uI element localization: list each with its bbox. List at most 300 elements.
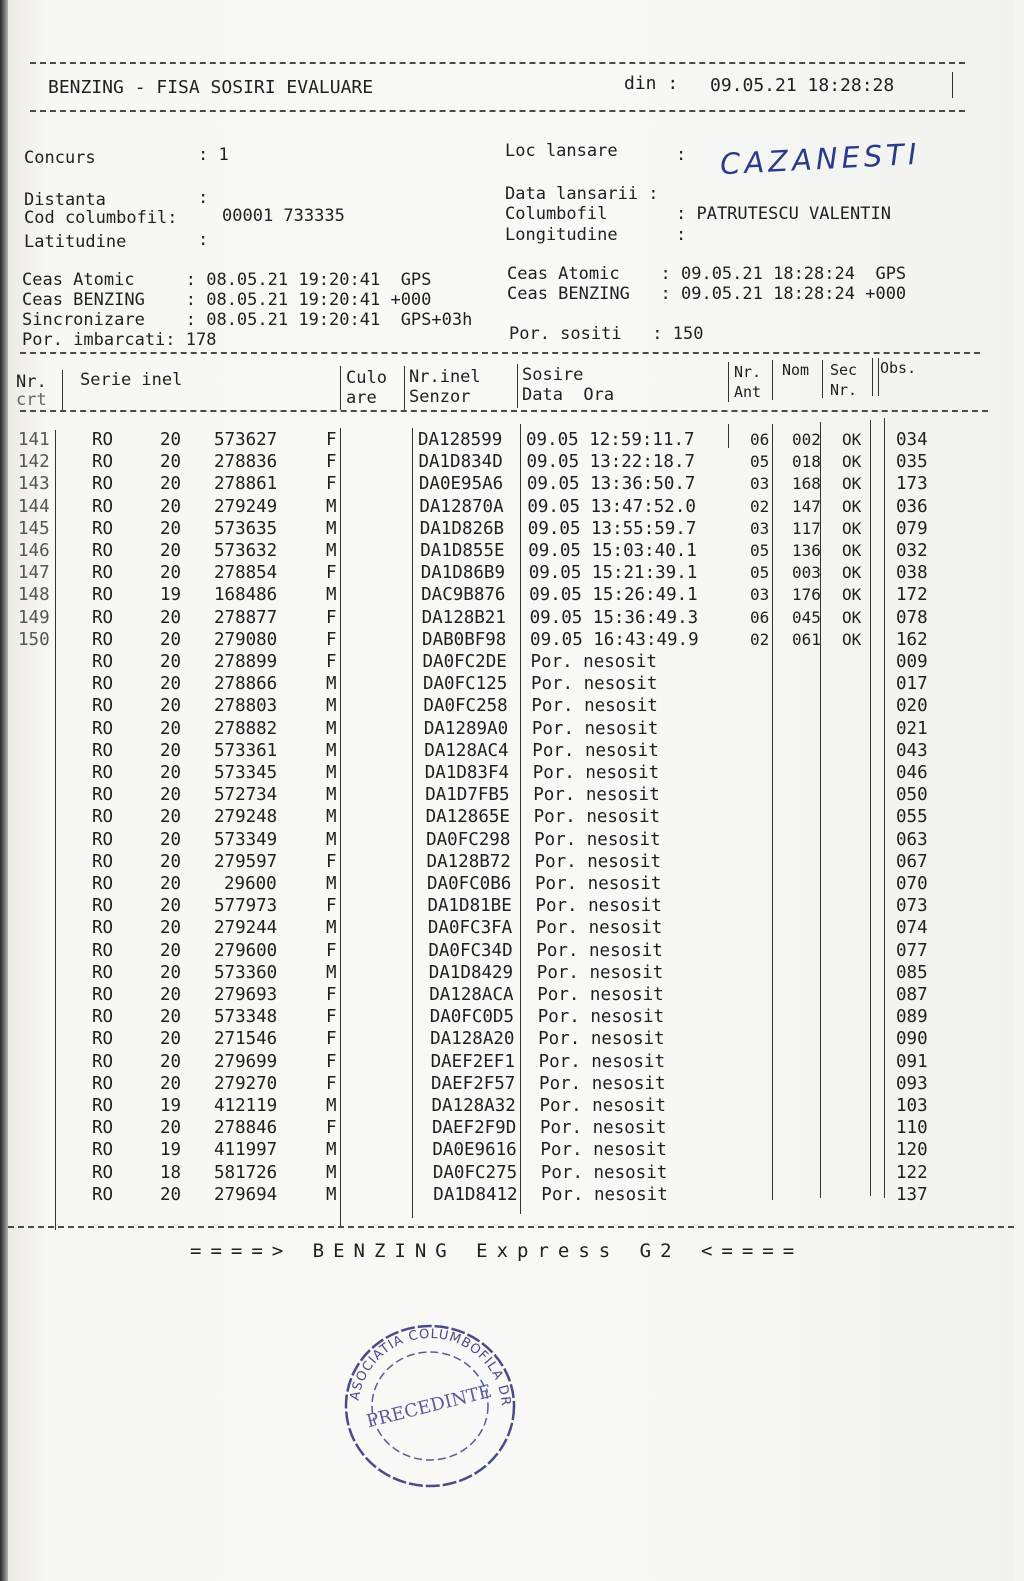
cell-obs: 110 bbox=[896, 1118, 928, 1139]
cell-inel: 573361 bbox=[214, 740, 278, 761]
cell-an: 20 bbox=[160, 518, 182, 539]
cell-obs: 120 bbox=[896, 1140, 928, 1161]
distanta-label: Distanta bbox=[24, 190, 106, 210]
cell-an: 20 bbox=[160, 430, 182, 450]
table-row bbox=[8, 608, 1014, 630]
cell-sex: M bbox=[326, 1140, 337, 1161]
cell-inel: 573632 bbox=[214, 541, 278, 561]
cell-inel: 412119 bbox=[214, 1096, 278, 1116]
cell-sosire: 09.05 15:26:49.1 bbox=[529, 585, 698, 606]
cell-inel: 279270 bbox=[214, 1073, 278, 1094]
cell-senzor: DA1D81BE bbox=[427, 896, 512, 917]
cell-obs: 079 bbox=[896, 518, 928, 539]
cell-an: 20 bbox=[160, 607, 182, 628]
table-row bbox=[8, 830, 1014, 852]
cell-senzor: DA0FC258 bbox=[423, 696, 508, 717]
cell-obs: 137 bbox=[896, 1184, 928, 1205]
distanta-value: : bbox=[198, 188, 209, 208]
table-row bbox=[8, 1029, 1014, 1051]
cell-sosire: Por. nesosit bbox=[532, 740, 659, 761]
cell-ant: 06 bbox=[750, 607, 770, 627]
table-row bbox=[8, 474, 1014, 496]
table-bottom-rule bbox=[8, 1226, 1014, 1228]
cell-tara: RO bbox=[92, 851, 114, 872]
cell-sex: F bbox=[326, 474, 337, 495]
table-row bbox=[8, 985, 1014, 1007]
cell-inel: 279080 bbox=[214, 629, 278, 650]
cell-sosire: Por. nesosit bbox=[539, 1118, 667, 1139]
cell-tara: RO bbox=[92, 474, 114, 495]
cell-an: 20 bbox=[160, 962, 182, 983]
cell-ant: 02 bbox=[750, 496, 770, 516]
cell-sex: M bbox=[326, 718, 337, 739]
cell-nr: 145 bbox=[18, 518, 50, 539]
top-dashed-rule bbox=[30, 62, 965, 64]
table-row bbox=[8, 807, 1014, 829]
cell-senzor: DA0FC0D5 bbox=[429, 1007, 514, 1028]
cell-ant: 05 bbox=[750, 563, 770, 583]
cell-obs: 055 bbox=[896, 807, 928, 828]
vline-sosire-header bbox=[728, 362, 729, 402]
table-row bbox=[8, 1007, 1014, 1029]
porumbei-imbarcati: Por. imbarcati: 178 bbox=[22, 330, 217, 350]
cell-senzor: DA0E95A6 bbox=[418, 474, 504, 495]
cell-sosire: Por. nesosit bbox=[539, 1096, 666, 1116]
cell-sex: M bbox=[326, 674, 337, 695]
cell-an: 20 bbox=[160, 1007, 182, 1028]
cell-sosire: 09.05 13:55:59.7 bbox=[527, 518, 697, 539]
table-row bbox=[8, 918, 1014, 940]
cell-sosire: Por. nesosit bbox=[533, 785, 660, 806]
cell-an: 20 bbox=[160, 1051, 182, 1072]
cell-tara: RO bbox=[92, 1118, 114, 1139]
cell-senzor: DA128B72 bbox=[426, 851, 511, 872]
cell-senzor: DAEF2F57 bbox=[431, 1073, 516, 1094]
cell-tara: RO bbox=[92, 1140, 114, 1161]
cell-tara: RO bbox=[92, 674, 114, 695]
cell-sosire: 09.05 13:36:50.7 bbox=[526, 474, 696, 495]
cell-nr: 148 bbox=[18, 585, 50, 606]
cell-inel: 573348 bbox=[214, 1007, 278, 1028]
cell-sex: M bbox=[326, 763, 337, 783]
cell-obs: 085 bbox=[896, 962, 928, 983]
cell-nr: 143 bbox=[18, 474, 50, 495]
cell-an: 20 bbox=[160, 918, 182, 939]
association-stamp bbox=[330, 1310, 530, 1504]
cell-sec: OK bbox=[842, 430, 862, 449]
ceas-atomic-start: Ceas Atomic : 08.05.21 19:20:41 GPS bbox=[22, 270, 432, 290]
cell-nom: 147 bbox=[792, 496, 821, 516]
cell-an: 20 bbox=[160, 1184, 182, 1205]
loc-lansare-colon: : bbox=[676, 145, 687, 165]
footer-brand: ====> BENZING Express G2 <==== bbox=[190, 1240, 804, 1262]
cell-sex: M bbox=[326, 918, 337, 939]
cell-inel: 278882 bbox=[214, 718, 278, 739]
vline-senzor-header bbox=[517, 364, 518, 408]
cell-nr: 149 bbox=[18, 607, 50, 628]
cell-obs: 172 bbox=[896, 585, 928, 606]
cell-an: 20 bbox=[160, 740, 182, 761]
cell-nr: 144 bbox=[18, 496, 50, 517]
cell-sex: F bbox=[326, 851, 337, 872]
cell-sex: F bbox=[326, 563, 337, 584]
cell-inel: 29600 bbox=[224, 874, 277, 894]
cell-sec: OK bbox=[842, 474, 862, 494]
columns-top-rule bbox=[20, 352, 980, 354]
col-serie-inel: Serie inel bbox=[80, 370, 183, 390]
cell-senzor: DA1D8429 bbox=[428, 962, 514, 983]
cell-obs: 073 bbox=[896, 896, 928, 917]
cell-an: 20 bbox=[160, 940, 182, 961]
cell-senzor: DA12865E bbox=[425, 807, 510, 828]
cell-tara: RO bbox=[92, 696, 114, 717]
table-row bbox=[8, 1052, 1014, 1074]
col-sec-2: Nr. bbox=[830, 381, 858, 399]
cell-an: 20 bbox=[160, 652, 182, 672]
cell-tara: RO bbox=[92, 918, 114, 939]
cell-an: 20 bbox=[160, 985, 182, 1005]
cell-inel: 278846 bbox=[214, 1118, 278, 1139]
cell-an: 20 bbox=[160, 763, 182, 783]
cell-tara: RO bbox=[92, 563, 114, 584]
cell-sosire: Por. nesosit bbox=[531, 696, 658, 717]
col-culoare-2: are bbox=[346, 388, 377, 408]
cell-sosire: 09.05 13:47:52.0 bbox=[527, 496, 696, 517]
porumbei-sositi: Por. sositi : 150 bbox=[509, 324, 704, 344]
columbofil-value: : PATRUTESCU VALENTIN bbox=[676, 204, 891, 224]
cell-nr: 150 bbox=[18, 629, 50, 650]
cell-obs: 091 bbox=[896, 1051, 928, 1072]
col-obs: Obs. bbox=[880, 359, 917, 377]
cell-ant: 03 bbox=[750, 518, 770, 538]
table-row bbox=[8, 963, 1014, 985]
cell-senzor: DA1D826B bbox=[419, 518, 505, 539]
cell-obs: 089 bbox=[896, 1007, 928, 1028]
cell-tara: RO bbox=[92, 629, 114, 650]
cell-inel: 278861 bbox=[214, 474, 278, 495]
cell-sosire: Por. nesosit bbox=[540, 1140, 667, 1161]
latitudine-value: : bbox=[198, 230, 209, 250]
cell-sex: M bbox=[326, 496, 337, 517]
report-title: BENZING - FISA SOSIRI EVALUARE bbox=[48, 77, 374, 98]
cell-obs: 162 bbox=[896, 629, 928, 650]
col-nr-ant-2: Ant bbox=[734, 383, 762, 401]
cell-senzor: DAC9B876 bbox=[421, 585, 506, 606]
cell-an: 18 bbox=[160, 1162, 182, 1183]
cell-sosire: Por. nesosit bbox=[540, 1162, 668, 1183]
cell-sex: F bbox=[326, 452, 337, 473]
cell-ant: 03 bbox=[750, 474, 770, 494]
cell-nom: 003 bbox=[792, 563, 821, 583]
cell-sex: M bbox=[326, 962, 337, 983]
report-datetime: 09.05.21 18:28:28 bbox=[710, 75, 895, 96]
cell-an: 20 bbox=[160, 807, 182, 828]
cell-sex: M bbox=[326, 541, 337, 561]
cell-inel: 278899 bbox=[214, 652, 278, 672]
ceas-atomic-end: Ceas Atomic : 09.05.21 18:28:24 GPS bbox=[507, 264, 907, 284]
cell-tara: RO bbox=[92, 940, 114, 961]
cell-sosire: Por. nesosit bbox=[538, 1051, 666, 1072]
cell-sex: F bbox=[326, 1029, 337, 1050]
cell-sosire: Por. nesosit bbox=[537, 985, 664, 1005]
cell-sex: M bbox=[326, 1096, 337, 1116]
cell-inel: 279244 bbox=[214, 918, 278, 939]
cell-inel: 278866 bbox=[214, 674, 278, 695]
cell-nom: 061 bbox=[792, 629, 821, 649]
table-row bbox=[8, 630, 1014, 652]
loc-lansare-handwritten: CAZANESTI bbox=[719, 136, 922, 182]
cell-senzor: DA0FC125 bbox=[422, 674, 508, 695]
data-lansarii-label: Data lansarii : bbox=[505, 184, 659, 204]
cell-inel: 572734 bbox=[214, 785, 278, 806]
cell-inel: 271546 bbox=[214, 1029, 278, 1050]
cell-sosire: Por. nesosit bbox=[538, 1029, 665, 1050]
cell-senzor: DA0FC2DE bbox=[422, 652, 507, 672]
cell-tara: RO bbox=[92, 518, 114, 539]
cell-sosire: Por. nesosit bbox=[541, 1184, 668, 1205]
table-row bbox=[8, 1118, 1014, 1140]
cell-inel: 279694 bbox=[214, 1184, 278, 1205]
cell-an: 20 bbox=[160, 452, 182, 473]
cell-sosire: Por. nesosit bbox=[536, 940, 663, 961]
cell-sosire: Por. nesosit bbox=[534, 851, 661, 872]
cell-nom: 117 bbox=[792, 518, 821, 538]
cell-obs: 122 bbox=[896, 1162, 928, 1183]
table-row bbox=[8, 696, 1014, 718]
vline-nr-header bbox=[62, 370, 63, 410]
cell-obs: 087 bbox=[896, 985, 928, 1005]
cell-tara: RO bbox=[92, 896, 114, 917]
vline-culoare-header bbox=[404, 366, 405, 410]
cell-obs: 074 bbox=[896, 918, 928, 939]
table-row bbox=[8, 1163, 1014, 1185]
cell-obs: 043 bbox=[896, 740, 928, 761]
col-nom: Nom bbox=[782, 361, 810, 379]
cell-tara: RO bbox=[92, 1051, 114, 1072]
cell-senzor: DA1289A0 bbox=[423, 718, 509, 739]
cell-tara: RO bbox=[92, 807, 114, 828]
table-row bbox=[8, 585, 1014, 607]
cell-inel: 573345 bbox=[214, 763, 278, 783]
cell-tara: RO bbox=[92, 452, 114, 473]
cell-tara: RO bbox=[92, 585, 114, 606]
col-sec-1: Sec bbox=[830, 361, 858, 379]
cell-inel: 278803 bbox=[214, 696, 278, 717]
col-sosire-2: Data Ora bbox=[522, 385, 615, 405]
cell-an: 20 bbox=[160, 1029, 182, 1050]
cell-sosire: 09.05 15:03:40.1 bbox=[528, 541, 697, 561]
ceas-benzing-start: Ceas BENZING : 08.05.21 19:20:41 +000 bbox=[22, 290, 432, 310]
cell-inel: 279600 bbox=[214, 940, 278, 961]
cell-senzor: DA12870A bbox=[419, 496, 504, 517]
cell-ant: 03 bbox=[750, 585, 770, 605]
cell-nom: 018 bbox=[792, 452, 821, 472]
cell-senzor: DA1D834D bbox=[418, 452, 503, 473]
cell-tara: RO bbox=[92, 874, 114, 894]
table-row bbox=[8, 741, 1014, 763]
cell-sec: OK bbox=[842, 629, 862, 649]
cell-obs: 173 bbox=[896, 474, 928, 495]
printout-sheet bbox=[8, 0, 1014, 1581]
cell-inel: 573360 bbox=[214, 962, 278, 983]
cell-sex: F bbox=[326, 940, 337, 961]
cell-an: 20 bbox=[160, 1118, 182, 1139]
cell-sex: M bbox=[326, 807, 337, 828]
cell-tara: RO bbox=[92, 1029, 114, 1050]
cell-obs: 032 bbox=[896, 541, 928, 561]
cell-senzor: DAB0BF98 bbox=[422, 629, 507, 650]
cell-an: 20 bbox=[160, 718, 182, 739]
cell-inel: 168486 bbox=[214, 585, 278, 606]
cell-sec: OK bbox=[842, 496, 862, 516]
cell-an: 19 bbox=[160, 1096, 182, 1116]
cell-an: 20 bbox=[160, 896, 182, 917]
table-row bbox=[8, 785, 1014, 807]
table-row bbox=[8, 763, 1014, 785]
cell-sosire: 09.05 15:21:39.1 bbox=[528, 563, 698, 584]
cell-sec: OK bbox=[842, 563, 862, 583]
cell-nom: 168 bbox=[792, 474, 821, 494]
cell-nr: 146 bbox=[18, 541, 50, 561]
cell-senzor: DA128A32 bbox=[431, 1096, 516, 1116]
longitudine-label: Longitudine bbox=[505, 225, 618, 245]
cell-an: 20 bbox=[160, 629, 182, 650]
cell-sosire: 09.05 13:22:18.7 bbox=[526, 452, 696, 473]
cell-tara: RO bbox=[92, 962, 114, 983]
cell-ant: 05 bbox=[750, 541, 770, 560]
cell-obs: 017 bbox=[896, 674, 928, 695]
cell-an: 20 bbox=[160, 1073, 182, 1094]
table-row bbox=[8, 541, 1014, 563]
cell-nom: 002 bbox=[792, 430, 821, 449]
cell-nr: 142 bbox=[18, 452, 50, 473]
cell-obs: 103 bbox=[896, 1096, 928, 1116]
latitudine-label: Latitudine bbox=[24, 232, 127, 252]
cell-tara: RO bbox=[92, 1073, 114, 1094]
table-row bbox=[8, 896, 1014, 918]
cell-tara: RO bbox=[92, 829, 114, 850]
cell-inel: 577973 bbox=[214, 896, 278, 917]
loc-lansare-label: Loc lansare bbox=[505, 141, 618, 161]
cell-senzor: DA1D7FB5 bbox=[425, 785, 510, 806]
cell-inel: 279699 bbox=[214, 1051, 278, 1072]
cell-senzor: DA0FC298 bbox=[426, 829, 511, 850]
cell-an: 20 bbox=[160, 496, 182, 517]
columns-bottom-rule bbox=[20, 410, 988, 412]
cell-an: 20 bbox=[160, 696, 182, 717]
cell-inel: 278836 bbox=[214, 452, 278, 473]
stamp-center-text: PRECEDINTE bbox=[364, 1380, 494, 1433]
stamp-ring-text: ASOCIATIA COLUMBOFILA DR bbox=[347, 1326, 514, 1408]
cell-senzor: DAEF2EF1 bbox=[430, 1051, 515, 1072]
col-nr-inel-1: Nr.inel bbox=[409, 367, 481, 387]
cell-sosire: 09.05 12:59:11.7 bbox=[526, 430, 695, 450]
table-row bbox=[8, 1185, 1014, 1207]
cell-obs: 090 bbox=[896, 1029, 928, 1050]
cell-inel: 278854 bbox=[214, 563, 278, 584]
cell-tara: RO bbox=[92, 1162, 114, 1183]
ceas-benzing-end: Ceas BENZING : 09.05.21 18:28:24 +000 bbox=[507, 284, 907, 304]
cell-inel: 411997 bbox=[214, 1140, 278, 1161]
col-sosire-1: Sosire bbox=[522, 365, 584, 385]
cell-nom: 136 bbox=[792, 541, 821, 560]
cell-obs: 020 bbox=[896, 696, 928, 717]
cell-obs: 050 bbox=[896, 785, 928, 806]
table-row bbox=[8, 941, 1014, 963]
cell-sosire: Por. nesosit bbox=[535, 918, 663, 939]
cell-sosire: Por. nesosit bbox=[530, 652, 657, 672]
cell-tara: RO bbox=[92, 541, 114, 561]
cell-sosire: Por. nesosit bbox=[531, 718, 659, 739]
cell-sex: F bbox=[326, 430, 337, 450]
cell-tara: RO bbox=[92, 1184, 114, 1205]
table-row bbox=[8, 652, 1014, 674]
col-culoare-1: Culo bbox=[346, 368, 387, 388]
cell-sec: OK bbox=[842, 541, 862, 560]
cell-inel: 573635 bbox=[214, 518, 278, 539]
header-right-bar bbox=[952, 72, 953, 98]
vline-ant-header bbox=[772, 360, 773, 400]
cell-an: 20 bbox=[160, 563, 182, 584]
cell-obs: 046 bbox=[896, 763, 928, 783]
cell-sex: M bbox=[326, 829, 337, 850]
table-row bbox=[8, 674, 1014, 696]
concurs-value: : 1 bbox=[198, 145, 229, 165]
cell-obs: 093 bbox=[896, 1073, 928, 1094]
col-nr-inel-2: Senzor bbox=[409, 387, 471, 407]
table-row bbox=[8, 452, 1014, 474]
cod-columbofil-value: 00001 733335 bbox=[222, 206, 345, 226]
table-row bbox=[8, 852, 1014, 874]
cell-inel: 573349 bbox=[214, 829, 278, 850]
cell-senzor: DA0FC3FA bbox=[427, 918, 513, 939]
cell-tara: RO bbox=[92, 785, 114, 806]
cell-sosire: Por. nesosit bbox=[535, 896, 662, 917]
vline-obs-header bbox=[878, 358, 879, 396]
cell-obs: 035 bbox=[896, 452, 928, 473]
cell-sosire: Por. nesosit bbox=[539, 1073, 666, 1094]
cell-sex: F bbox=[326, 629, 337, 650]
cell-senzor: DA128599 bbox=[418, 430, 503, 450]
cell-an: 20 bbox=[160, 851, 182, 872]
cell-tara: RO bbox=[92, 496, 114, 517]
longitudine-value: : bbox=[676, 225, 687, 245]
cell-sosire: Por. nesosit bbox=[537, 1007, 665, 1028]
cell-senzor: DA0FC34D bbox=[428, 940, 513, 961]
sincronizare: Sincronizare : 08.05.21 19:20:41 GPS+03h bbox=[22, 310, 473, 330]
cell-sosire: Por. nesosit bbox=[534, 829, 661, 850]
cell-tara: RO bbox=[92, 1007, 114, 1028]
cell-sex: M bbox=[326, 1184, 337, 1205]
table-row bbox=[8, 563, 1014, 585]
cod-columbofil-label: Cod columbofil: bbox=[24, 208, 178, 228]
cell-obs: 077 bbox=[896, 940, 928, 961]
cell-sex: F bbox=[326, 652, 337, 672]
cell-inel: 279597 bbox=[214, 851, 278, 872]
cell-sec: OK bbox=[842, 452, 862, 472]
cell-sosire: 09.05 16:43:49.9 bbox=[530, 629, 699, 650]
table-row bbox=[8, 519, 1014, 541]
cell-obs: 034 bbox=[896, 430, 928, 450]
table-row bbox=[8, 1096, 1014, 1118]
cell-tara: RO bbox=[92, 1096, 114, 1116]
cell-tara: RO bbox=[92, 763, 114, 783]
cell-senzor: DA1D86B9 bbox=[420, 563, 505, 584]
cell-sex: F bbox=[326, 985, 337, 1005]
cell-senzor: DA1D855E bbox=[420, 541, 505, 561]
table-row bbox=[8, 719, 1014, 741]
cell-sosire: 09.05 15:36:49.3 bbox=[529, 607, 699, 628]
